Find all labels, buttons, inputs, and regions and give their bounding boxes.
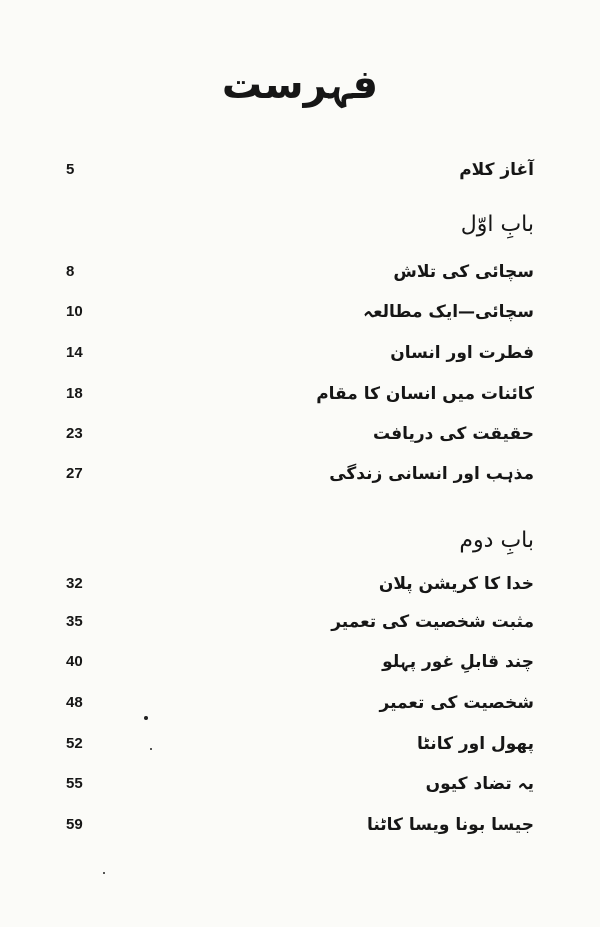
toc-page-number: 5 [66,161,75,178]
toc-entry-label: مثبت شخصیت کی تعمیر [331,612,534,632]
toc-row[interactable] [0,770,600,798]
toc-page-number: 48 [66,694,83,711]
toc-row[interactable] [0,380,600,408]
toc-entry-label: مذہب اور انسانی زندگی [329,464,534,484]
toc-entry-label: پھول اور کانٹا [416,734,534,754]
toc-page-number: 52 [66,735,83,752]
scan-speck [150,748,152,750]
toc-page-number: 32 [66,575,83,592]
toc-entry-label: سچائی کی تلاش [393,262,534,282]
toc-row[interactable] [0,811,600,839]
toc-entry-label: کائنات میں انسان کا مقام [316,384,534,404]
toc-page-number: 55 [66,775,83,792]
toc-row[interactable] [0,258,600,286]
toc-entry-label: حقیقت کی دریافت [373,424,534,444]
toc-entry-label: خدا کا کریشن پلان [378,574,534,594]
toc-row-intro[interactable] [0,156,600,184]
toc-entry-label: چند قابلِ غور پہلو [382,652,534,672]
toc-page-number: 35 [66,613,83,630]
toc-row[interactable] [0,460,600,488]
section-heading-1: بابِ اوّل [460,212,534,237]
toc-entry-label: شخصیت کی تعمیر [379,693,534,713]
scan-speck [144,716,148,720]
toc-page-number: 27 [66,465,83,482]
toc-row[interactable] [0,730,600,758]
toc-entry-label: یہ تضاد کیوں [425,774,534,794]
toc-entry-label: جیسا بونا ویسا کاٹنا [366,815,534,835]
toc-page-number: 14 [66,344,83,361]
toc-row[interactable] [0,420,600,448]
toc-row[interactable] [0,608,600,636]
toc-row[interactable] [0,339,600,367]
toc-row[interactable] [0,570,600,598]
page-title: فہرست [221,62,379,108]
toc-page-number: 59 [66,816,83,833]
toc-row[interactable] [0,298,600,326]
toc-entry-label: سچائی—ایک مطالعہ [363,302,534,322]
toc-page-number: 23 [66,425,83,442]
toc-page-number: 8 [66,263,75,280]
toc-row[interactable] [0,689,600,717]
toc-page-number: 10 [66,303,83,320]
scan-speck [103,872,105,874]
toc-page-number: 40 [66,653,83,670]
toc-entry-label: فطرت اور انسان [390,343,534,363]
toc-entry-label: آغاز کلام [459,160,534,180]
section-heading-2: بابِ دوم [459,528,534,553]
toc-row[interactable] [0,648,600,676]
toc-page-number: 18 [66,385,83,402]
